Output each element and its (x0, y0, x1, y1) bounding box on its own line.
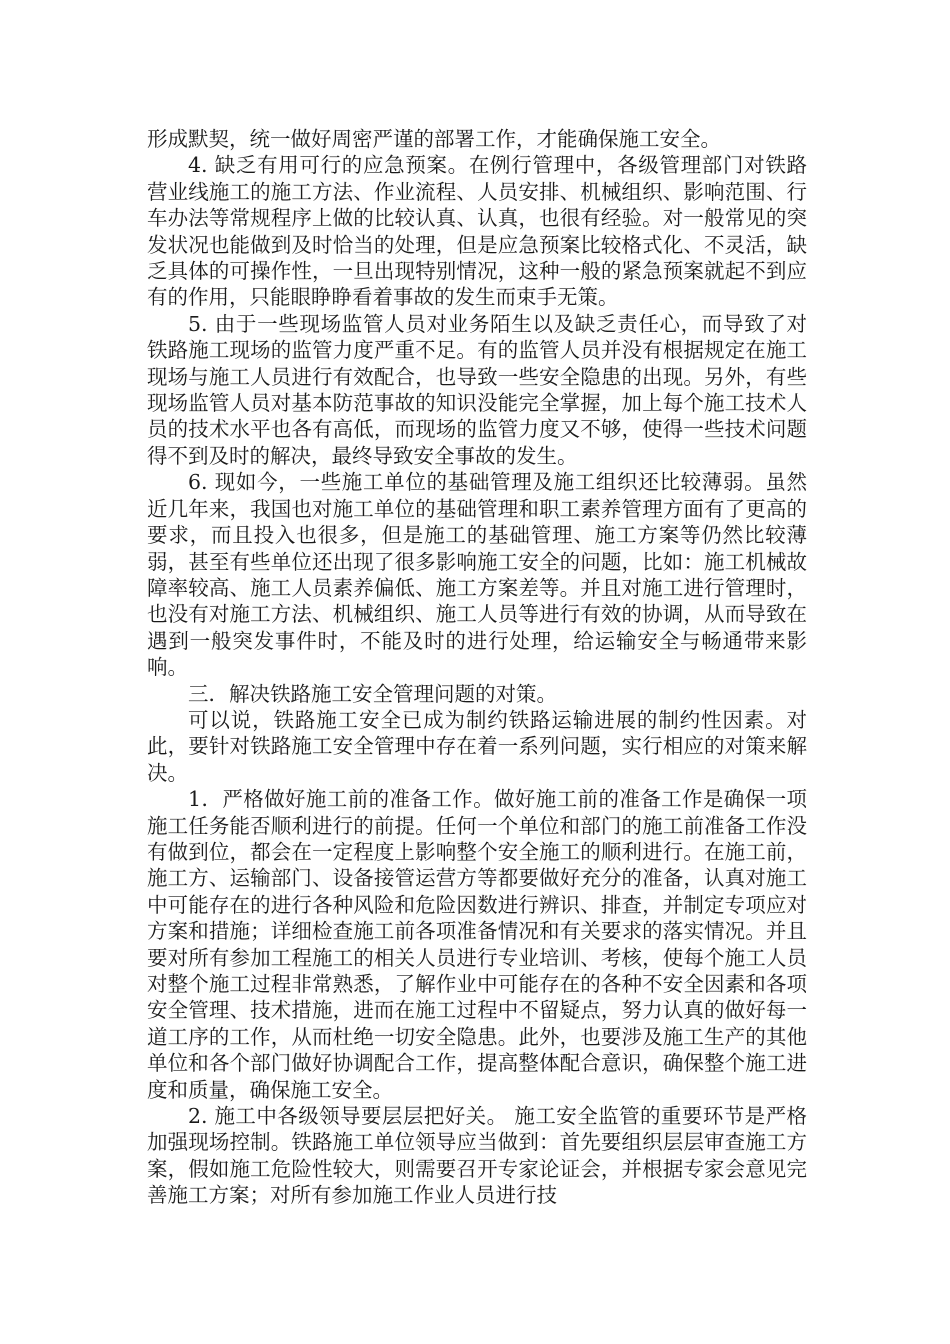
paragraph-measure-2: 2. 施工中各级领导要层层把好关。 施工安全监管的重要环节是严格加强现场控制。铁路施工单位领导应当做到：首先要组织层层审查施工方案，假如施工危险性较大，则需要召开专家论证会，并根据专家会意见完善施工方案；对所有参加施工作业人员进行技 (147, 1104, 807, 1208)
document-page (147, 126, 807, 1209)
section-heading-3: 三．解决铁路施工安全管理问题的对策。 (188, 681, 557, 706)
paragraph-continuation: 形成默契，统一做好周密严谨的部署工作，才能确保施工安全。 (147, 127, 721, 151)
paragraph-measure-1: 1．严格做好施工前的准备工作。做好施工前的准备工作是确保一项施工任务能否顺利进行的前提。任何一个单位和部门的施工前准备工作没有做到位，都会在一定程度上影响整个安全施工的顺利进行。在施工前，施工方、运输部门、设备接管运营方等都要做好充分的准备，认真对施工中可能存在的进行各种风险和危险因数进行辨识、排查，并制定专项应对方案和措施；详细检查施工前各项准备情况和有关要求的落实情况。并且要对所有参加工程施工的相关人员进行专业培训、考核，使每个施工人员对整个施工过程非常熟悉，了解作业中可能存在的各种不安全因素和各项安全管理、技术措施，进而在施工过程中不留疑点，努力认真的做好每一道工序的工作，从而杜绝一切安全隐患。此外，也要涉及施工生产的其他单位和各个部门做好协调配合工作，提高整体配合意识，确保整个施工进度和质量，确保施工安全。 (147, 787, 807, 1102)
paragraph-intro: 可以说，铁路施工安全已成为制约铁路运输进展的制约性因素。对此，要针对铁路施工安全管理中存在着一系列问题，实行相应的对策来解决。 (147, 707, 807, 785)
paragraph-item-4: 4. 缺乏有用可行的应急预案。在例行管理中，各级管理部门对铁路营业线施工的施工方法、作业流程、人员安排、机械组织、影响范围、行车办法等常规程序上做的比较认真、认真，也很有经验。对一般常见的突发状况也能做到及时恰当的处理，但是应急预案比较格式化、不灵活，缺乏具体的可操作性，一旦出现特别情况，这种一般的紧急预案就起不到应有的作用，只能眼睁睁看着事故的发生而束手无策。 (147, 153, 807, 310)
paragraph-item-6: 6. 现如今，一些施工单位的基础管理及施工组织还比较薄弱。虽然近几年来，我国也对施工单位的基础管理和职工素养管理方面有了更高的要求，而且投入也很多，但是施工的基础管理、施工方案等仍然比较薄弱，甚至有些单位还出现了很多影响施工安全的问题，比如：施工机械故障率较高、施工人员素养偏低、施工方案差等。并且对施工进行管理时，也没有对施工方法、机械组织、施工人员等进行有效的协调，从而导致在遇到一般突发事件时，不能及时的进行处理，给运输安全与畅通带来影响。 (147, 470, 807, 680)
paragraph-item-5: 5. 由于一些现场监管人员对业务陌生以及缺乏责任心，而导致了对铁路施工现场的监管力度严重不足。有的监管人员并没有根据规定在施工现场与施工人员进行有效配合，也导致一些安全隐患的出现。另外，有些现场监管人员对基本防范事故的知识没能完全掌握，加上每个施工技术人员的技术水平也各有高低，而现场的监管力度又不够，使得一些技术问题得不到及时的解决，最终导致安全事故的发生。 (147, 311, 807, 468)
